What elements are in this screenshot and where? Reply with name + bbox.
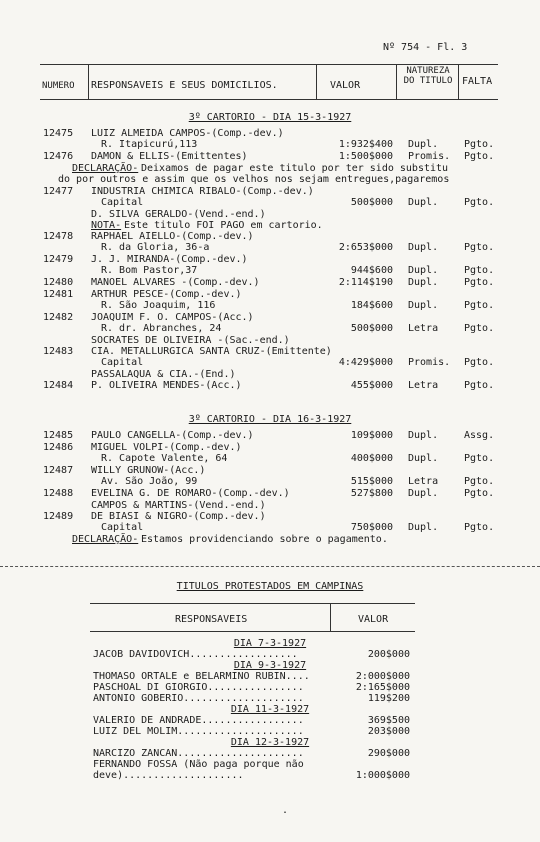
campinas-value: 119$200	[367, 693, 410, 704]
entry-number: 12480	[43, 277, 74, 288]
declaration-text: Estamos providenciando sobre o pagamento.	[141, 534, 388, 545]
header-top-rule	[40, 64, 498, 65]
entry-responsible: DAMON & ELLIS-(Emittentes)	[91, 151, 248, 162]
col-divider	[88, 64, 89, 99]
page-end-mark: .	[282, 805, 289, 816]
entry-number: 12489	[43, 511, 74, 522]
entry-address: R. São Joaquim, 116	[101, 300, 216, 311]
entry-falta: Pgto.	[464, 522, 495, 533]
entry-falta: Assg.	[464, 430, 495, 441]
campinas-date: DIA 9-3-1927	[233, 660, 307, 671]
declaration-label: DECLARAÇÃO-	[72, 163, 139, 174]
entry-nature: Dupl.	[408, 277, 439, 288]
entry-nature: Letra	[408, 380, 439, 391]
entry-responsible: MIGUEL VOLPI-(Comp.-dev.)	[91, 442, 242, 453]
entry-nature: Dupl.	[408, 265, 439, 276]
entry-number: 12486	[43, 442, 74, 453]
entry-value: 109$000	[350, 430, 393, 441]
entry-nature: Letra	[408, 476, 439, 487]
col-divider	[458, 64, 459, 99]
entry-number: 12488	[43, 488, 74, 499]
note-label: NOTA-	[91, 220, 122, 231]
campinas-col-divider	[330, 603, 331, 631]
entry-number: 12487	[43, 465, 74, 476]
col-header-valor: VALOR	[330, 80, 361, 91]
entry-value: 1:932$400	[338, 139, 393, 150]
entry-responsible: RAPHAEL AIELLO-(Comp.-dev.)	[91, 231, 254, 242]
campinas-value: 200$000	[367, 649, 410, 660]
entry-address: R. dr. Abranches, 24	[101, 323, 222, 334]
entry-value: 4:429$000	[338, 357, 393, 368]
entry-number: 12476	[43, 151, 74, 162]
campinas-responsible: FERNANDO FOSSA (Não paga porque não	[93, 759, 304, 770]
campinas-responsible: THOMASO ORTALE e BELARMINO RUBIN....	[93, 671, 310, 682]
entry-value: 1:500$000	[338, 151, 393, 162]
entry-nature: Dupl.	[408, 197, 439, 208]
entry-nature: Dupl.	[408, 430, 439, 441]
entry-value: 500$000	[350, 197, 393, 208]
entry-address: R. Itapicurú,113	[101, 139, 198, 150]
page-reference: Nº 754 - Fl. 3	[383, 42, 468, 53]
campinas-date: DIA 7-3-1927	[233, 638, 307, 649]
entry-falta: Pgto.	[464, 151, 495, 162]
entry-number: 12479	[43, 254, 74, 265]
entry-endorser: PASSALAQUA & CIA.-(End.)	[91, 369, 236, 380]
entry-number: 12475	[43, 128, 74, 139]
entry-value: 515$000	[350, 476, 393, 487]
col-header-responsaveis: RESPONSAVEIS E SEUS DOMICILIOS.	[91, 80, 278, 91]
entry-responsible: ARTHUR PESCE-(Comp.-dev.)	[91, 289, 242, 300]
entry-number: 12482	[43, 312, 74, 323]
entry-responsible: JOAQUIM F. O. CAMPOS-(Acc.)	[91, 312, 254, 323]
col-header-natureza: NATUREZA DO TITULO	[403, 66, 453, 86]
entry-value: 400$000	[350, 453, 393, 464]
entry-number: 12481	[43, 289, 74, 300]
entry-falta: Pgto.	[464, 357, 495, 368]
entry-address: Capital	[101, 197, 144, 208]
entry-address: Capital	[101, 357, 144, 368]
campinas-value: 2:000$000	[355, 671, 410, 682]
entry-nature: Letra	[408, 323, 439, 334]
entry-falta: Pgto.	[464, 265, 495, 276]
campinas-value: 2:165$000	[355, 682, 410, 693]
campinas-date: DIA 11-3-1927	[230, 704, 310, 715]
campinas-value: 369$500	[367, 715, 410, 726]
entry-value: 944$600	[350, 265, 393, 276]
col-divider	[316, 64, 317, 99]
entry-nature: Promis.	[408, 357, 451, 368]
campinas-header-rule	[90, 631, 415, 632]
entry-number: 12484	[43, 380, 74, 391]
campinas-top-rule	[90, 603, 415, 604]
entry-value: 184$600	[350, 300, 393, 311]
entry-endorser: D. SILVA GERALDO-(Vend.-end.)	[91, 209, 266, 220]
entry-value: 750$000	[350, 522, 393, 533]
entry-falta: Pgto.	[464, 277, 495, 288]
entry-responsible: WILLY GRUNOW-(Acc.)	[91, 465, 206, 476]
entry-responsible: P. OLIVEIRA MENDES-(Acc.)	[91, 380, 242, 391]
entry-falta: Pgto.	[464, 476, 495, 487]
entry-responsible: PAULO CANGELLA-(Comp.-dev.)	[91, 430, 254, 441]
campinas-responsible: NARCIZO ZANCAN.....................	[93, 748, 304, 759]
entry-number: 12485	[43, 430, 74, 441]
campinas-responsible: deve)....................	[93, 770, 244, 781]
declaration-text-cont: do por outros e assim que os velhos nos sejam entregues,pagaremos	[58, 174, 450, 185]
col-divider	[396, 64, 397, 99]
entry-number: 12483	[43, 346, 74, 357]
entry-falta: Pgto.	[464, 380, 495, 391]
note-text: Este titulo FOI PAGO em cartorio.	[124, 220, 323, 231]
entry-responsible: MANOEL ALVARES -(Comp.-dev.)	[91, 277, 260, 288]
campinas-value: 290$000	[367, 748, 410, 759]
campinas-responsible: VALERIO DE ANDRADE.................	[93, 715, 304, 726]
entry-nature: Promis.	[408, 151, 451, 162]
campinas-value: 203$000	[367, 726, 410, 737]
entry-responsible: EVELINA G. DE ROMARO-(Comp.-dev.)	[91, 488, 290, 499]
campinas-responsible: LUIZ DEL MOLIM.....................	[93, 726, 304, 737]
col-header-falta: FALTA	[462, 76, 493, 87]
entry-nature: Dupl.	[408, 300, 439, 311]
entry-responsible: CIA. METALLURGICA SANTA CRUZ-(Emittente)	[91, 346, 332, 357]
campinas-responsible: JACOB DAVIDOVICH..................	[93, 649, 298, 660]
entry-value: 2:114$190	[338, 277, 393, 288]
section-title-15: 3º CARTORIO - DIA 15-3-1927	[188, 112, 352, 123]
entry-nature: Dupl.	[408, 139, 439, 150]
declaration-text: Deixamos de pagar este titulo por ter sido substitu	[141, 163, 449, 174]
campinas-responsible: ANTONIO GOBERIO....................	[93, 693, 304, 704]
entry-responsible: DE BIASI & NIGRO-(Comp.-dev.)	[91, 511, 266, 522]
entry-nature: Dupl.	[408, 488, 439, 499]
entry-address: Av. São João, 99	[101, 476, 198, 487]
entry-nature: Dupl.	[408, 242, 439, 253]
campinas-value: 1:000$000	[355, 770, 410, 781]
campinas-date: DIA 12-3-1927	[230, 737, 310, 748]
entry-falta: Pgto.	[464, 453, 495, 464]
declaration-label: DECLARAÇÃO-	[72, 534, 139, 545]
campinas-col-responsaveis: RESPONSAVEIS	[175, 614, 248, 625]
entry-value: 455$000	[350, 380, 393, 391]
entry-endorser: CAMPOS & MARTINS-(Vend.-end.)	[91, 500, 266, 511]
entry-number: 12477	[43, 186, 74, 197]
section-title-16: 3º CARTORIO - DIA 16-3-1927	[188, 414, 352, 425]
campinas-title: TITULOS PROTESTADOS EM CAMPINAS	[176, 581, 364, 592]
entry-address: R. Capote Valente, 64	[101, 453, 228, 464]
campinas-responsible: PASCHOAL DI GIORGIO................	[93, 682, 304, 693]
header-bottom-rule	[40, 99, 498, 100]
entry-responsible: INDUSTRIA CHIMICA RIBALO-(Comp.-dev.)	[91, 186, 314, 197]
entry-number: 12478	[43, 231, 74, 242]
entry-value: 527$800	[350, 488, 393, 499]
entry-address: Capital	[101, 522, 144, 533]
campinas-col-valor: VALOR	[358, 614, 389, 625]
entry-falta: Pgto.	[464, 323, 495, 334]
entry-endorser: SOCRATES DE OLIVEIRA -(Sac.-end.)	[91, 335, 290, 346]
entry-value: 500$000	[350, 323, 393, 334]
entry-falta: Pgto.	[464, 139, 495, 150]
entry-falta: Pgto.	[464, 197, 495, 208]
entry-nature: Dupl.	[408, 522, 439, 533]
entry-address: R. Bom Pastor,37	[101, 265, 198, 276]
entry-responsible: LUIZ ALMEIDA CAMPOS-(Comp.-dev.)	[91, 128, 284, 139]
entry-value: 2:653$000	[338, 242, 393, 253]
entry-falta: Pgto.	[464, 300, 495, 311]
entry-responsible: J. J. MIRANDA-(Comp.-dev.)	[91, 254, 248, 265]
col-header-numero: NUMERO	[42, 81, 75, 91]
entry-falta: Pgto.	[464, 488, 495, 499]
entry-address: R. da Gloria, 36-a	[101, 242, 210, 253]
section-separator	[0, 566, 540, 567]
entry-nature: Dupl.	[408, 453, 439, 464]
entry-falta: Pgto.	[464, 242, 495, 253]
